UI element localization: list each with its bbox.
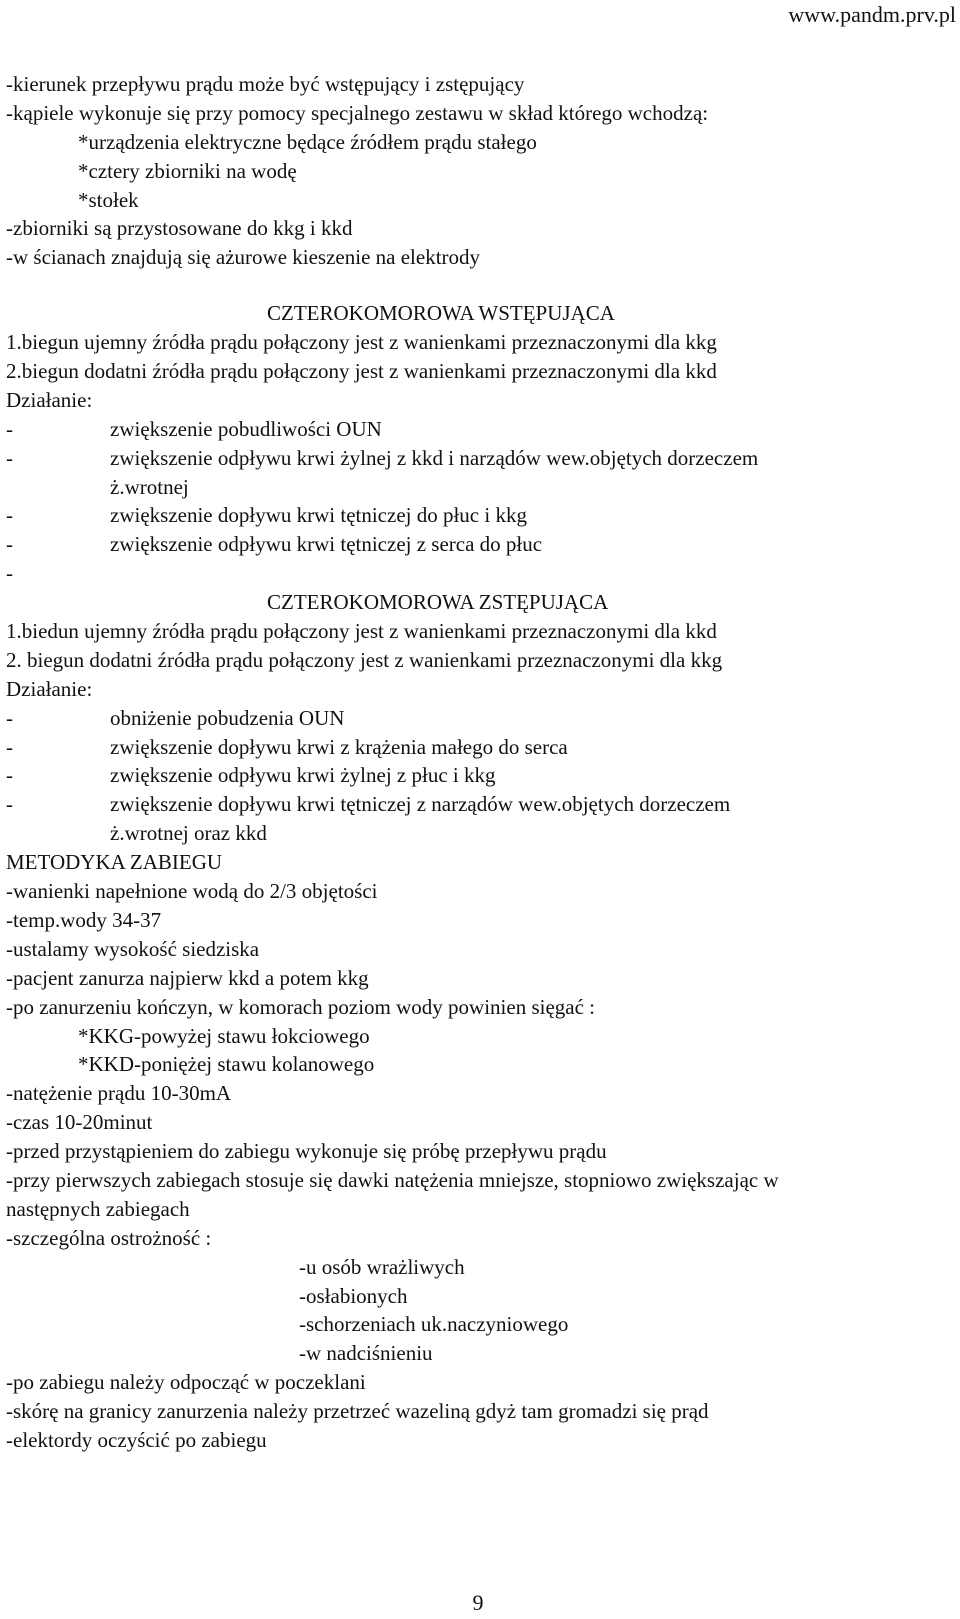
bullet-dash: - — [6, 503, 13, 528]
effect-text: ż.wrotnej — [110, 474, 189, 499]
section-title-ascending: CZTEROKOMOROWA WSTĘPUJĄCA — [267, 301, 615, 326]
effect-item — [6, 733, 951, 762]
intro-line: -kąpiele wykonuje się przy pomocy specjalnego zestawu w skład którego wchodzą: — [6, 100, 709, 125]
method-subitem: *KKD-poniężej stawu kolanowego — [78, 1052, 375, 1077]
effect-item — [6, 530, 951, 559]
bullet-dash: - — [6, 734, 13, 759]
method-line: -skórę na granicy zanurzenia należy przetrzeć wazeliną gdyż tam gromadzi się prąd — [6, 1399, 709, 1424]
bullet-dash: - — [6, 416, 13, 441]
section-title-descending: CZTEROKOMOROWA ZSTĘPUJĄCA — [267, 590, 609, 615]
effect-item-continuation — [6, 819, 951, 848]
equipment-item: *urządzenia elektryczne będące źródłem prądu stałego — [78, 129, 537, 154]
ascending-line: 1.biegun ujemny źródła prądu połączony jest z wanienkami przeznaczonymi dla kkg — [6, 330, 717, 355]
effect-item — [6, 761, 951, 790]
effect-text: zwiększenie dopływu krwi z krążenia małego do serca — [110, 734, 568, 759]
method-line: następnych zabiegach — [6, 1196, 190, 1221]
effect-item — [6, 415, 951, 444]
bullet-dash: - — [6, 445, 13, 470]
website-url: www.pandm.prv.pl — [788, 2, 956, 27]
bullet-dash: - — [6, 705, 13, 730]
effect-item — [6, 501, 951, 530]
method-line: -natężenie prądu 10-30mA — [6, 1081, 232, 1106]
descending-effects-label: Działanie: — [6, 676, 93, 701]
effect-text: zwiększenie dopływu krwi tętniczej do płuc i kkg — [110, 503, 527, 528]
document-body — [6, 70, 951, 1455]
bullet-dash: - — [6, 532, 13, 557]
effect-text: zwiększenie dopływu krwi tętniczej z narządów wew.objętych dorzeczem — [110, 792, 731, 817]
method-line: -szczególna ostrożność : — [6, 1225, 212, 1250]
effect-item — [6, 704, 951, 733]
effect-item — [6, 790, 951, 819]
method-line: -przed przystąpieniem do zabiegu wykonuje się próbę przepływu prądu — [6, 1139, 607, 1164]
empty-effect-item — [6, 559, 951, 588]
effect-item-continuation — [6, 473, 951, 502]
caution-item: -schorzeniach uk.naczyniowego — [299, 1312, 569, 1337]
ascending-effects-label: Działanie: — [6, 387, 93, 412]
bullet-dash: - — [6, 763, 13, 788]
effect-text: zwiększenie odpływu krwi tętniczej z serca do płuc — [110, 532, 543, 557]
descending-line: 2. biegun dodatni źródła prądu połączony jest z wanienkami przeznaczonymi dla kkg — [6, 647, 723, 672]
method-line: -temp.wody 34-37 — [6, 907, 162, 932]
effect-text: ż.wrotnej oraz kkd — [110, 821, 267, 846]
intro-line: -w ścianach znajdują się ażurowe kieszenie na elektrody — [6, 245, 481, 270]
method-line: -elektordy oczyścić po zabiegu — [6, 1427, 267, 1452]
method-line: -przy pierwszych zabiegach stosuje się dawki natężenia mniejsze, stopniowo zwiększając w — [6, 1167, 779, 1192]
effect-text: zwiększenie odpływu krwi żylnej z płuc i kkg — [110, 763, 496, 788]
bullet-dash: - — [6, 792, 13, 817]
intro-line: -zbiorniki są przystosowane do kkg i kkd — [6, 216, 353, 241]
section-title-method: METODYKA ZABIEGU — [6, 850, 223, 875]
caution-item: -w nadciśnieniu — [299, 1341, 433, 1366]
effect-item — [6, 444, 951, 473]
intro-line: -kierunek przepływu prądu może być wstępujący i zstępujący — [6, 72, 525, 96]
method-subitem: *KKG-powyżej stawu łokciowego — [78, 1023, 370, 1048]
caution-item: -osłabionych — [299, 1283, 408, 1308]
effect-text: zwiększenie pobudliwości OUN — [110, 416, 382, 441]
method-line: -pacjent zanurza najpierw kkd a potem kkg — [6, 965, 369, 990]
descending-line: 1.biedun ujemny źródła prądu połączony jest z wanienkami przeznaczonymi dla kkd — [6, 619, 717, 644]
caution-item: -u osób wrażliwych — [299, 1254, 465, 1279]
method-line: -ustalamy wysokość siedziska — [6, 936, 260, 961]
method-line: -wanienki napełnione wodą do 2/3 objętości — [6, 879, 378, 904]
ascending-line: 2.biegun dodatni źródła prądu połączony jest z wanienkami przeznaczonymi dla kkd — [6, 359, 717, 384]
effect-text: zwiększenie odpływu krwi żylnej z kkd i narządów wew.objętych dorzeczem — [110, 445, 759, 470]
method-line: -po zanurzeniu kończyn, w komorach poziom wody powinien sięgać : — [6, 994, 595, 1019]
bullet-dash: - — [6, 561, 13, 586]
page-number: 9 — [472, 1590, 484, 1615]
method-line: -czas 10-20minut — [6, 1110, 153, 1135]
effect-text: obniżenie pobudzenia OUN — [110, 705, 345, 730]
equipment-item: *stołek — [78, 187, 139, 212]
equipment-item: *cztery zbiorniki na wodę — [78, 158, 297, 183]
method-line: -po zabiegu należy odpocząć w poczeklani — [6, 1370, 366, 1395]
